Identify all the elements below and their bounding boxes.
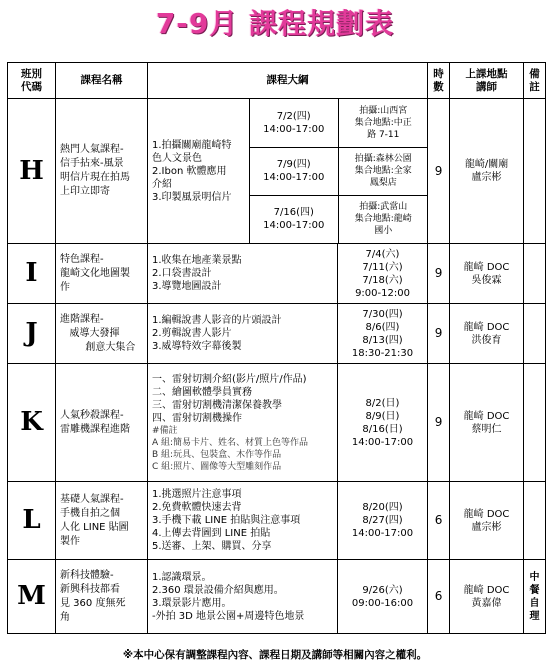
- outline-line: 四、雷射切割機操作: [152, 412, 242, 424]
- course-code: L: [8, 482, 56, 560]
- course-code: H: [8, 99, 56, 244]
- outline-line: 3.手機下載 LINE 拍貼與注意事項: [152, 515, 301, 526]
- outline-note: #備註: [152, 425, 178, 436]
- outline-line: 一、雷射切割介紹(影片/照片/作品): [152, 373, 307, 385]
- outline-line: 2.Ibon 軟體應用: [152, 165, 227, 177]
- header-location: 上課地點 講師: [450, 63, 524, 99]
- course-name: 基礎人氣課程- 手機自拍之個 人化 LINE 貼圖 製作: [56, 482, 148, 560]
- outline-line: 介紹: [152, 178, 172, 190]
- outline-line: 5.送審、上架、購買、分享: [152, 541, 272, 552]
- course-note: [524, 364, 546, 482]
- course-hours: 9: [428, 364, 450, 482]
- course-code: M: [8, 560, 56, 634]
- outline-line: 3.環景影片應用。: [152, 597, 232, 609]
- outline-note: B 組:玩具、包裝盒、木作等作品: [152, 449, 282, 460]
- course-teacher: 龍崎 DOC 洪俊育: [450, 304, 524, 364]
- outline-note: A 組:簡易卡片、姓名、材質上色等作品: [152, 437, 309, 448]
- course-teacher: 龍崎 DOC 蔡明仁: [450, 364, 524, 482]
- course-teacher: 龍崎/關廟 盧宗彬: [450, 99, 524, 244]
- course-outline: [148, 364, 338, 482]
- header-outline: 課程大綱: [148, 63, 428, 99]
- course-outline: [148, 244, 338, 304]
- course-teacher: 龍崎 DOC 黃嘉偉: [450, 560, 524, 634]
- outline-line: 1.拍攝關廟龍崎特: [152, 139, 232, 151]
- outline-line: 3.威導特效字幕後製: [152, 341, 242, 352]
- header-name: 課程名稱: [56, 63, 148, 99]
- course-code: K: [8, 364, 56, 482]
- course-row-j: [8, 304, 546, 364]
- outline-note: C 組:照片、圖像等大型雕刻作品: [152, 461, 282, 472]
- outline-line: 3.印製風景明信片: [152, 191, 232, 203]
- course-teacher: 龍崎 DOC 吳俊霖: [450, 244, 524, 304]
- course-code: J: [8, 304, 56, 364]
- session-datetime: 7/2(四) 14:00-17:00: [250, 99, 338, 147]
- course-note: [524, 482, 546, 560]
- outline-line: 2.360 環景設備介紹與應用。: [152, 584, 284, 596]
- course-schedule: 7/4(六) 7/11(六) 7/18(六) 9:00-12:00: [338, 244, 428, 304]
- course-schedule: 9/26(六) 09:00-16:00: [338, 560, 428, 634]
- footer-disclaimer: ※本中心保有調整課程內容、課程日期及講師等相關內容之權利。: [122, 649, 428, 661]
- course-row-m: [8, 560, 546, 634]
- course-row-l: [8, 482, 546, 560]
- header-code: 班別 代碼: [8, 63, 56, 99]
- course-hours: 9: [428, 99, 450, 244]
- course-row-k: [8, 364, 546, 482]
- course-outline: [148, 482, 338, 560]
- course-outline: [148, 99, 250, 244]
- outline-line: 2.免費軟體快速去背: [152, 502, 242, 513]
- course-name: 特色課程- 龍崎文化地圖製 作: [56, 244, 148, 304]
- session-datetime: 7/9(四) 14:00-17:00: [250, 147, 338, 195]
- header-hours: 時 數: [428, 63, 450, 99]
- session-place: 拍攝:森林公園 集合地點:全家 鳳梨店: [338, 147, 428, 195]
- course-outline: [148, 560, 338, 634]
- outline-line: 二、繪圖軟體學員實務: [152, 386, 252, 398]
- session-place: 拍攝:武當山 集合地點:龍崎 國小: [338, 195, 428, 243]
- course-outline: [148, 304, 338, 364]
- outline-line: 2.口袋書設計: [152, 268, 212, 279]
- course-schedule: 8/2(日) 8/9(日) 8/16(日) 14:00-17:00: [338, 364, 428, 482]
- course-note: [524, 304, 546, 364]
- outline-line: 1.收集在地產業景點: [152, 255, 242, 266]
- outline-line: 三、雷射切割機清潔保養教學: [152, 399, 282, 411]
- outline-line: 4.上傳去背圖到 LINE 拍貼: [152, 528, 271, 539]
- course-hours: 6: [428, 482, 450, 560]
- session-datetime: 7/16(四) 14:00-17:00: [250, 195, 338, 243]
- course-note: [524, 99, 546, 244]
- course-schedule: 8/20(四) 8/27(四) 14:00-17:00: [338, 482, 428, 560]
- outline-line: 3.導覽地圖設計: [152, 281, 222, 292]
- course-table: [7, 62, 546, 634]
- course-hours: 6: [428, 560, 450, 634]
- outline-line: 1.編輯說書人影音的片頭設計: [152, 315, 282, 326]
- course-name: 熱門人氣課程- 信手拈來-風景 明信片現在拍馬 上印立即寄: [56, 99, 148, 244]
- course-note: 中 餐 自 理: [524, 560, 546, 634]
- course-hours: 9: [428, 244, 450, 304]
- course-schedule: 7/30(四) 8/6(四) 8/13(四) 18:30-21:30: [338, 304, 428, 364]
- outline-line: 色人文景色: [152, 152, 202, 164]
- course-note: [524, 244, 546, 304]
- course-hours: 9: [428, 304, 450, 364]
- course-name: 人氣秒殺課程- 雷雕機課程進階: [56, 364, 148, 482]
- outline-line: -外拍 3D 地景公園+周邊特色地景: [152, 610, 305, 622]
- header-note: 備 註: [524, 63, 546, 99]
- course-code: I: [8, 244, 56, 304]
- header-row: [8, 63, 546, 99]
- session-place: 拍攝:山西宮 集合地點:中正 路 7-11: [338, 99, 428, 147]
- session-block: [250, 99, 428, 244]
- course-row-h: [8, 99, 546, 244]
- outline-line: 2.剪輯說書人影片: [152, 328, 232, 339]
- course-name: 進階課程- 威導大發揮 創意大集合: [56, 304, 148, 364]
- outline-line: 1.認識環景。: [152, 571, 212, 583]
- outline-line: 1.挑選照片注意事項: [152, 489, 242, 500]
- page-title: 7-9月 課程規劃表: [155, 7, 395, 40]
- course-row-i: [8, 244, 546, 304]
- course-teacher: 龍崎 DOC 盧宗彬: [450, 482, 524, 560]
- course-name: 新科技體驗- 新興科技都看 見 360 度無死 角: [56, 560, 148, 634]
